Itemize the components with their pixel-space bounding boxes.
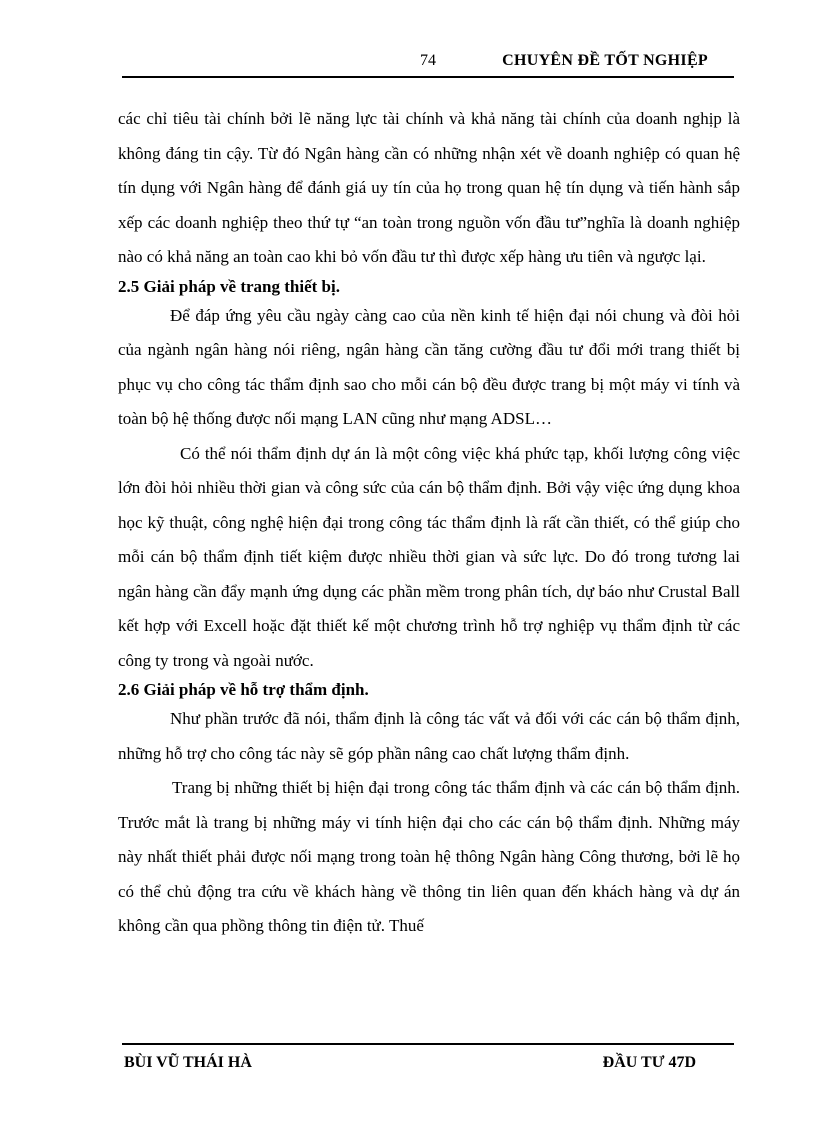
document-type-title: CHUYÊN ĐỀ TỐT NGHIỆP [502, 52, 708, 69]
paragraph-credit-rating: các chỉ tiêu tài chính bởi lẽ năng lực tài chính và khả năng tài chính của doanh nghịp là không đáng tin cậy. Từ đó Ngân hàng cần có những nhận xét về doanh nghiệp có quan hệ tín dụng với Ngân hàng để đánh giá uy tín của họ trong quan hệ tín dụng và tiến hành sắp xếp các doanh nghiệp theo thứ tự “an toàn trong nguồn vốn đầu tư”nghĩa là doanh nghiệp nào có khả năng an toàn cao khi bỏ vốn đầu tư thì được xếp hàng ưu tiên và ngược lại. [118, 109, 740, 266]
class-code: ĐẦU TƯ 47D [602, 1054, 696, 1071]
page-header [122, 50, 734, 76]
paragraph-equipment-investment: Để đáp ứng yêu cầu ngày càng cao của nền kinh tế hiện đại nói chung và đòi hỏi của ngành ngân hàng nói riêng, ngân hàng cần tăng cường đầu tư đổi mới trang thiết bị phục vụ cho công tác thẩm định sao cho mỗi cán bộ đều được trang bị một máy vi tính và toàn bộ hệ thống được nối mạng LAN cũng như mạng ADSL… [118, 305, 740, 428]
page-body [118, 102, 740, 944]
paragraph-modern-equipment: Trang bị những thiết bị hiện đại trong công tác thẩm định và các cán bộ thẩm định. Trước mắt là trang bị những máy vi tính hiện đại cho các cán bộ thẩm định. Những máy này nhất thiết phải được nối mạng trong toàn hệ thông Ngân hàng Công thương, bởi lẽ họ có thể chủ động tra cứu về khách hàng về thông tin liên quan đến khách hàng và dự án không cần qua phồng thông tin điện tử. Thuế [118, 778, 740, 935]
page-number: 74 [420, 52, 436, 69]
paragraph-technology-application: Có thể nói thẩm định dự án là một công việc khá phức tạp, khối lượng công việc lớn đòi hỏi nhiều thời gian và công sức của cán bộ thẩm định. Bởi vậy việc ứng dụng khoa học kỹ thuật, công nghệ hiện đại trong công tác thẩm định là rất cần thiết, có thể giúp cho mỗi cán bộ thẩm định tiết kiệm được nhiều thời gian và sức lực. Do đó trong tương lai ngân hàng cần đẩy mạnh ứng dụng các phần mềm trong phân tích, dự báo như Crustal Ball kết hợp với Excell hoặc đặt thiết kế một chương trình hỗ trợ nghiệp vụ thẩm định từ các công ty trong và ngoài nước. [118, 443, 740, 670]
section-heading-2-5: 2.5 Giải pháp về trang thiết bị. [118, 276, 340, 296]
section-heading-2-6: 2.6 Giải pháp về hỗ trợ thẩm định. [118, 680, 369, 699]
footer-divider [122, 1043, 734, 1045]
author-name: BÙI VŨ THÁI HÀ [124, 1054, 252, 1071]
paragraph-appraisal-support: Như phần trước đã nói, thẩm định là công tác vất vả đối với các cán bộ thẩm định, những hỗ trợ cho công tác này sẽ góp phần nâng cao chất lượng thẩm định. [118, 709, 740, 763]
header-divider [122, 76, 734, 78]
page-footer [122, 1054, 734, 1078]
